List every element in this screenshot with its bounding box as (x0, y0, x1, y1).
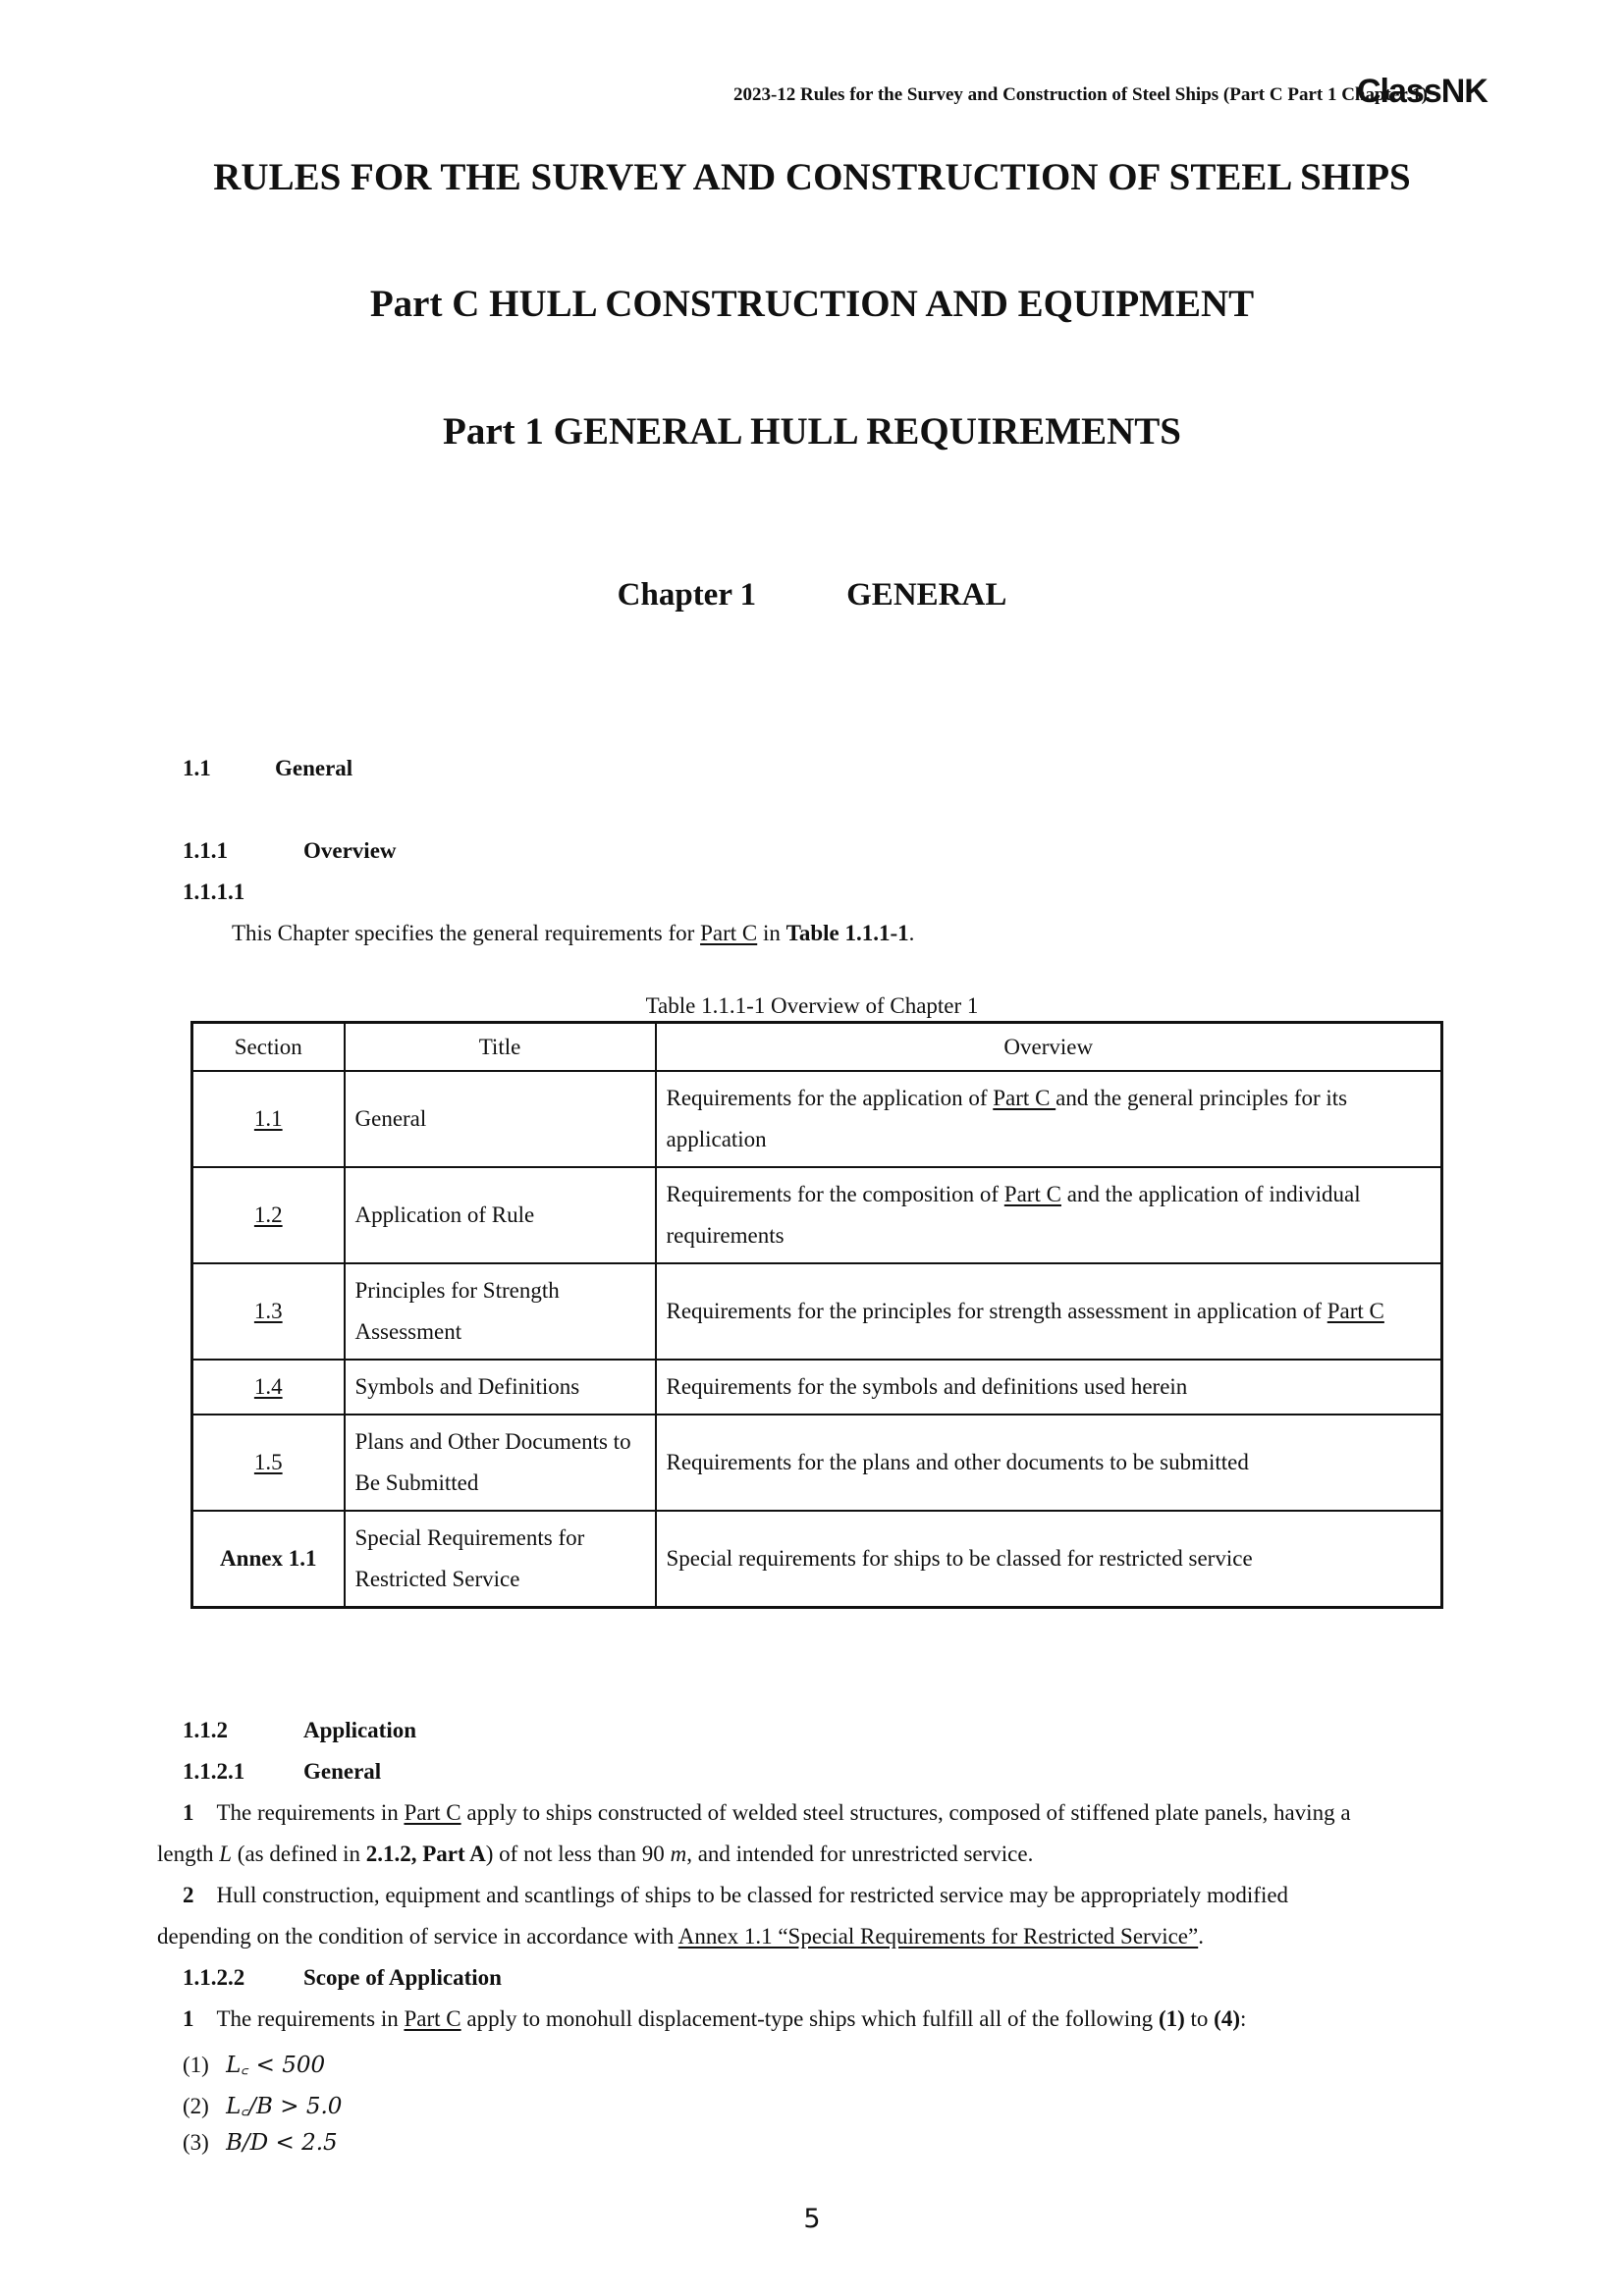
section-1-1-1-title: Overview (303, 838, 397, 863)
header-title: Title (345, 1023, 656, 1072)
symbol-l: L (219, 1842, 233, 1866)
text: The requirements in (216, 2006, 405, 2031)
part-title: Part C HULL CONSTRUCTION AND EQUIPMENT (369, 283, 1255, 325)
document-title: RULES FOR THE SURVEY AND CONSTRUCTION OF STEEL SHIPS (213, 156, 1411, 198)
table-row (192, 1360, 1442, 1415)
table-row (192, 1415, 1442, 1511)
condition-label: (1) (183, 2053, 209, 2077)
row-title: Symbols and Definitions (345, 1360, 656, 1415)
item-reference[interactable]: (4) (1214, 2006, 1240, 2031)
text: : (1239, 2006, 1247, 2031)
text: Requirements for the principles for strength assessment in application of (666, 1299, 1327, 1323)
section-1-1-2-1-number: 1.1.2.1 (183, 1759, 245, 1784)
paragraph-scope (183, 2006, 1246, 2032)
text: (as defined in (232, 1842, 366, 1866)
annex-link[interactable]: Annex 1.1 “Special Requirements for Restricted Service” (677, 1924, 1199, 1949)
chapter-heading (0, 577, 1624, 614)
header-overview: Overview (656, 1023, 1442, 1072)
row-title: Special Requirements for Restricted Service (345, 1511, 656, 1608)
table-row (192, 1263, 1442, 1360)
section-1-1-number: 1.1 (183, 756, 211, 780)
paragraph-2-line-2 (157, 1924, 1204, 1949)
row-overview (656, 1167, 1442, 1263)
section-1-1-2-2-number: 1.1.2.2 (183, 1965, 245, 1990)
text: to (1184, 2006, 1215, 2031)
chapter-name: GENERAL (846, 577, 1007, 613)
condition-label: (3) (183, 2130, 209, 2155)
section-1-1-2-number: 1.1.2 (183, 1718, 228, 1742)
table-row (192, 1167, 1442, 1263)
section-1-1-1-number: 1.1.1 (183, 838, 228, 863)
section-1-1-2-2-title: Scope of Application (303, 1965, 502, 1990)
text: depending on the condition of service in accordance with (157, 1924, 678, 1949)
condition-item (183, 2089, 342, 2120)
section-link[interactable]: 1.1 (253, 1106, 283, 1131)
item-reference[interactable]: (1) (1158, 2006, 1185, 2031)
part-c-link[interactable]: Part C (700, 921, 758, 945)
row-overview: Special requirements for ships to be classed for restricted service (656, 1511, 1442, 1608)
text: Requirements for the composition of (666, 1182, 1004, 1206)
paragraph-1-line-1 (183, 1800, 1351, 1826)
text: apply to ships constructed of welded steel structures, composed of stiffened plate panels, having a (460, 1800, 1351, 1825)
row-title: General (345, 1071, 656, 1167)
part-c-link[interactable]: Part C (993, 1086, 1056, 1110)
row-overview (656, 1071, 1442, 1167)
text: and the application of individual requirements (666, 1182, 1361, 1248)
text: apply to monohull displacement-type ships which fulfill all of the following (460, 2006, 1159, 2031)
paragraph-1-line-2 (157, 1842, 1033, 1867)
text: , and intended for unrestricted service. (686, 1842, 1034, 1866)
header-section: Section (192, 1023, 345, 1072)
condition-label: (2) (183, 2094, 209, 2118)
page-number: 5 (803, 2204, 821, 2234)
row-overview: Requirements for the plans and other documents to be submitted (656, 1415, 1442, 1511)
unit-m: m (670, 1842, 687, 1866)
part-c-link[interactable]: Part C (404, 1800, 461, 1825)
paragraph-number: 1 (183, 1800, 194, 1825)
text: ) of not less than 90 (485, 1842, 671, 1866)
overview-table (190, 1021, 1443, 1609)
table-caption: Table 1.1.1-1 Overview of Chapter 1 (645, 993, 979, 1018)
condition-formula: L꜀ < 500 (226, 2053, 326, 2078)
paragraph-chapter-scope (232, 921, 914, 946)
condition-formula: B/D < 2.5 (226, 2130, 338, 2156)
section-link[interactable]: 1.3 (253, 1299, 283, 1323)
paragraph-number: 2 (183, 1883, 194, 1907)
text: The requirements in (216, 1800, 405, 1825)
subpart-title: Part 1 GENERAL HULL REQUIREMENTS (443, 410, 1181, 453)
paragraph-number: 1 (183, 2006, 194, 2031)
text: Requirements for the application of (666, 1086, 994, 1110)
row-overview (656, 1263, 1442, 1360)
row-title: Application of Rule (345, 1167, 656, 1263)
part-a-reference[interactable]: 2.1.2, Part A (365, 1842, 486, 1866)
part-c-link[interactable]: Part C (404, 2006, 461, 2031)
paragraph-2-line-1 (183, 1883, 1288, 1908)
running-header: 2023-12 Rules for the Survey and Construction of Steel Ships (Part C Part 1 Chapter 1) (732, 84, 1428, 105)
table-row (192, 1071, 1442, 1167)
row-overview: Requirements for the symbols and definitions used herein (656, 1360, 1442, 1415)
text: This Chapter specifies the general requirements for (232, 921, 701, 945)
text: and the general principles for its application (666, 1086, 1348, 1151)
part-c-link[interactable]: Part C (1003, 1182, 1061, 1206)
text: Hull construction, equipment and scantlings of ships to be classed for restricted service may be appropriately modified (216, 1883, 1289, 1907)
table-reference[interactable]: Table 1.1.1-1 (785, 921, 909, 945)
chapter-number: Chapter 1 (617, 577, 757, 613)
text: . (1198, 1924, 1204, 1949)
section-1-1-2-1-title: General (303, 1759, 382, 1784)
text: in (757, 921, 786, 945)
text: length (157, 1842, 220, 1866)
table-header-row (192, 1023, 1442, 1072)
text: . (908, 921, 915, 945)
condition-item (183, 2048, 325, 2079)
section-1-1-2-title: Application (303, 1718, 417, 1742)
condition-formula: L꜀/B > 5.0 (226, 2094, 343, 2119)
section-link[interactable]: 1.4 (253, 1374, 283, 1399)
classnk-logo: ClassNK (1357, 73, 1488, 110)
table-row (192, 1511, 1442, 1608)
row-title: Principles for Strength Assessment (345, 1263, 656, 1360)
condition-item (183, 2130, 338, 2156)
section-1-1-1-1-number: 1.1.1.1 (183, 880, 245, 904)
section-link[interactable]: 1.5 (253, 1450, 283, 1474)
section-link[interactable]: 1.2 (253, 1202, 283, 1227)
part-c-link[interactable]: Part C (1326, 1299, 1384, 1323)
section-1-1-title: General (275, 756, 353, 780)
annex-section: Annex 1.1 (192, 1511, 345, 1608)
row-title: Plans and Other Documents to Be Submitted (345, 1415, 656, 1511)
